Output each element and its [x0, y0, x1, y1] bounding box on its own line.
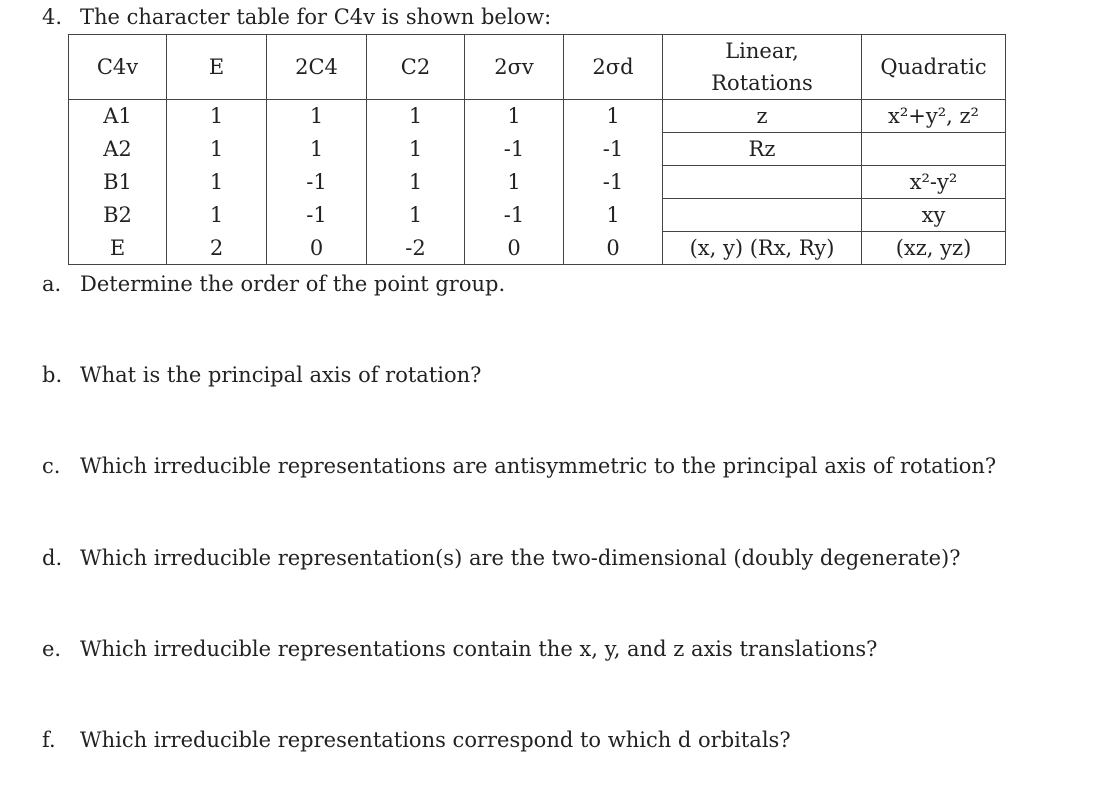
- character-value: 1: [267, 133, 367, 166]
- irrep-label: A2: [69, 133, 167, 166]
- header-linear-line1: Linear,: [725, 39, 799, 63]
- character-value: -2: [367, 232, 465, 265]
- part-d: [42, 546, 961, 570]
- quadratic-cell: [862, 133, 1006, 166]
- character-value: 1: [367, 100, 465, 133]
- header-linear-line2: Rotations: [711, 71, 813, 95]
- character-value: -1: [465, 199, 564, 232]
- header-identity: E: [167, 35, 267, 100]
- header-2sigma-d: 2σd: [564, 35, 663, 100]
- header-point-group: C4v: [69, 35, 167, 100]
- part-letter: c.: [42, 454, 61, 478]
- character-value: 0: [465, 232, 564, 265]
- character-value: 1: [367, 166, 465, 199]
- irrep-label: B1: [69, 166, 167, 199]
- question-text: The character table for C4v is shown below:: [80, 5, 552, 29]
- header-quadratic: Quadratic: [862, 35, 1006, 100]
- part-letter: b.: [42, 363, 63, 387]
- part-text: What is the principal axis of rotation?: [80, 363, 482, 387]
- character-value: 1: [465, 100, 564, 133]
- character-value: 1: [167, 100, 267, 133]
- quadratic-cell: (xz, yz): [862, 232, 1006, 265]
- linear-rotation-cell: (x, y) (Rx, Ry): [663, 232, 862, 265]
- character-value: 1: [167, 199, 267, 232]
- part-letter: a.: [42, 272, 62, 296]
- part-text: Which irreducible representation(s) are the two-dimensional (doubly degenerate)?: [80, 546, 961, 570]
- header-linear-rotations: [663, 35, 862, 100]
- linear-rotation-cell: Rz: [663, 133, 862, 166]
- linear-rotation-cell: [663, 166, 862, 199]
- character-value: 1: [267, 100, 367, 133]
- header-c2: C2: [367, 35, 465, 100]
- part-letter: e.: [42, 637, 62, 661]
- quadratic-cell: x²+y², z²: [862, 100, 1006, 133]
- character-value: 1: [167, 166, 267, 199]
- irrep-label: E: [69, 232, 167, 265]
- part-e: [42, 637, 877, 661]
- linear-rotation-cell: [663, 199, 862, 232]
- quadratic-cell: x²-y²: [862, 166, 1006, 199]
- character-value: -1: [267, 166, 367, 199]
- part-f: [42, 728, 791, 752]
- part-text: Which irreducible representations correspond to which d orbitals?: [80, 728, 791, 752]
- part-text: Which irreducible representations are antisymmetric to the principal axis of rotation?: [80, 454, 997, 478]
- character-value: -1: [465, 133, 564, 166]
- character-value: 1: [367, 199, 465, 232]
- part-a: [42, 272, 505, 296]
- table-header-row: [69, 35, 1006, 100]
- part-letter: d.: [42, 546, 63, 570]
- table-row: [69, 199, 1006, 232]
- linear-rotation-cell: z: [663, 100, 862, 133]
- header-2sigma-v: 2σv: [465, 35, 564, 100]
- character-value: 2: [167, 232, 267, 265]
- part-text: Determine the order of the point group.: [80, 272, 506, 296]
- character-value: 0: [267, 232, 367, 265]
- question-heading: [42, 5, 551, 29]
- character-value: 1: [564, 100, 663, 133]
- table-row: [69, 166, 1006, 199]
- character-value: 1: [167, 133, 267, 166]
- quadratic-cell: xy: [862, 199, 1006, 232]
- character-value: 1: [367, 133, 465, 166]
- character-value: -1: [267, 199, 367, 232]
- character-value: -1: [564, 166, 663, 199]
- table-row: [69, 100, 1006, 133]
- table-row: [69, 133, 1006, 166]
- character-value: 1: [564, 199, 663, 232]
- header-2c4: 2C4: [267, 35, 367, 100]
- character-table: [68, 34, 1006, 265]
- irrep-label: A1: [69, 100, 167, 133]
- character-value: 1: [465, 166, 564, 199]
- part-text: Which irreducible representations contain the x, y, and z axis translations?: [80, 637, 878, 661]
- part-c: [42, 454, 996, 478]
- question-number: 4.: [42, 5, 63, 29]
- part-b: [42, 363, 481, 387]
- irrep-label: B2: [69, 199, 167, 232]
- table-row: [69, 232, 1006, 265]
- part-letter: f.: [42, 728, 56, 752]
- character-value: -1: [564, 133, 663, 166]
- character-value: 0: [564, 232, 663, 265]
